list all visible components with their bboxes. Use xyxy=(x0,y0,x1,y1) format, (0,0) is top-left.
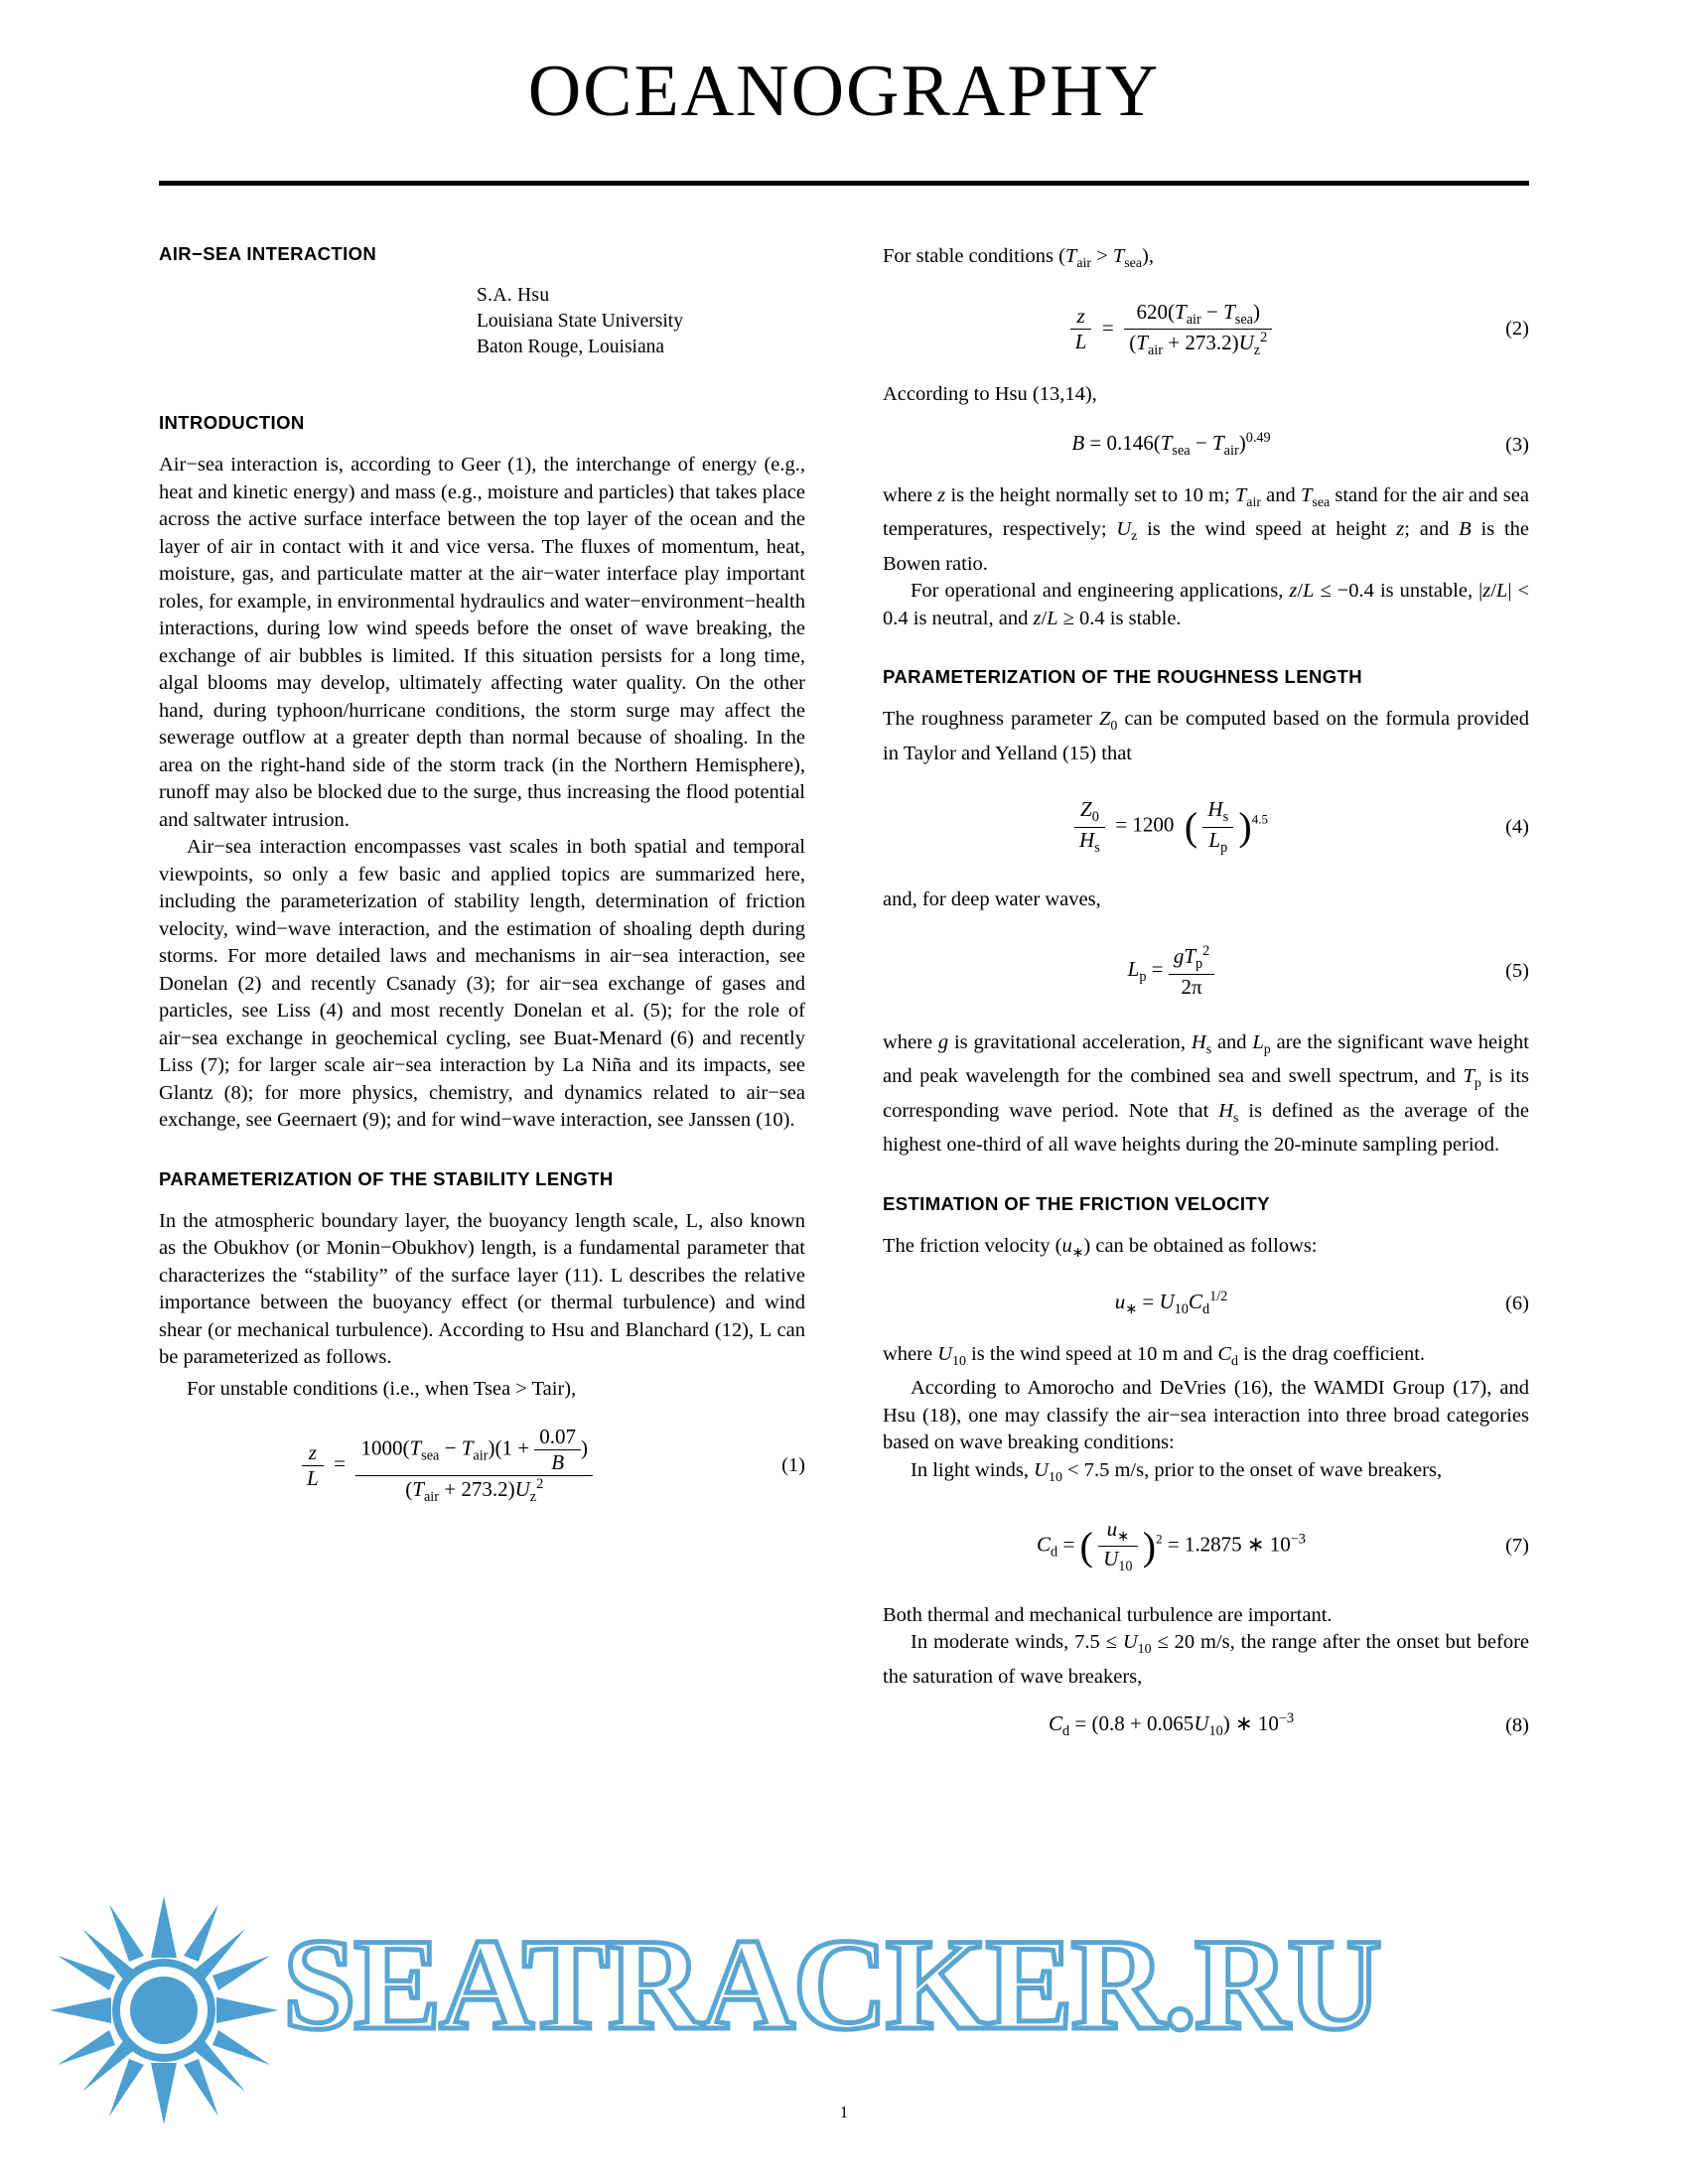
roughness-paragraph-2: and, for deep water waves, xyxy=(883,887,1101,910)
two-column-layout xyxy=(159,243,1529,1762)
equation-8-number: (8) xyxy=(1505,1713,1529,1736)
equation-3-number: (3) xyxy=(1505,434,1529,457)
equation-3-body: $B = 0.146(T_{sea} - T_{air})^{0.49}$ xyxy=(1071,430,1271,460)
section-heading-roughness: PARAMETERIZATION OF THE ROUGHNESS LENGTH xyxy=(883,666,1362,688)
friction-paragraph-6: In moderate winds, $7.5 \le U_{10} \le 20$ m/s, the range after the onset but before the saturation of wave breakers, xyxy=(883,1631,1529,1688)
roughness-paragraph-3: where g is gravitational acceleration, $H_s$ and $L_p$ are the significant wave height and peak wavelength for the combined sea and swell spectrum, and $T_p$ is its corresponding wave period. Note that $H_s$ is defined as the average of the highest one-third of all wave heights during the 20-minute sampling period. xyxy=(883,1030,1529,1157)
equation-2-number: (2) xyxy=(1505,318,1529,341)
introduction-paragraph-2: Air−sea interaction encompasses vast scales in both spatial and temporal viewpoints, so only a few basic and applied topics are summarized here, including the parameterization of stability length, determination of friction velocity, wind−wave interaction, and the estimation of shoaling depth during storms. For more detailed laws and mechanisms in air−sea interaction, see Donelan (2) and recently Csanady (3); for air−sea exchange of gases and particles, see Liss (4) and most recently Donelan et al. (5); for the role of air−sea exchange in geochemical cycling, see Buat-Menard (6) and recently Liss (7); for larger scale air−sea interaction by La Niña and its impacts, see Glantz (8); for more physics, chemistry, and dynamics related to air−sea exchange, see Geernaert (9); and for wind−wave interaction, see Janssen (10). xyxy=(159,836,805,1131)
section-heading-stability: PARAMETERIZATION OF THE STABILITY LENGTH xyxy=(159,1167,614,1189)
equation-4-number: (4) xyxy=(1505,815,1529,838)
equation-6 xyxy=(883,1289,1529,1318)
friction-paragraph-4: In light winds, $U_{10} < 7.5$ m/s, prior to the onset of wave breakers, xyxy=(911,1458,1443,1485)
introduction-paragraph-1: Air−sea interaction is, according to Geer (1), the interchange of energy (e.g., heat and kinetic energy) and mass (e.g., moisture and particles) that takes place across the active surface interface between the top layer of the ocean and the layer of air in contact with it and vice versa. The fluxes of momentum, heat, moisture, gas, and particulate matter at the air−water interface play important roles, for example, in environmental hydraulics and water−environment−health interactions, during low wind speeds before the onset of wave breaking, the exchange of air bubbles is limited. If this situation persists for a long time, algal blooms may develop, ultimately affecting water quality. On the other hand, during typhoon/hurricane conditions, the storm surge may affect the sewerage outflow at a greater depth than normal because of shoaling. In the area on the right-hand side of the storm track (in the Northern Hemisphere), runoff may also be blocked due to the surge, thus increasing the flood potential and saltwater intrusion. xyxy=(159,454,806,831)
equation-1 xyxy=(159,1425,805,1506)
left-column xyxy=(159,243,805,1762)
friction-paragraph-2: where $U_{10}$ is the wind speed at 10 m and $C_d$ is the drag coefficient. xyxy=(883,1342,1426,1369)
title-rule xyxy=(159,181,1529,186)
equation-7-body: $C_d$ = ( $\frac{u_∗}{U_{10}}$ )$^2$ = 1.2875 ∗ $10^{-3}$ xyxy=(1037,1517,1306,1575)
article-heading: AIR−SEA INTERACTION xyxy=(159,243,377,264)
journal-title: OCEANOGRAPHY xyxy=(527,51,1161,132)
stability-paragraph-5: where z is the height normally set to 10 m; $T_{air}$ and $T_{sea}$ stand for the air and sea temperatures, respectively; $U_z$ is the wind speed at height z; and B is the Bowen ratio. xyxy=(883,483,1530,575)
equation-3 xyxy=(883,430,1529,460)
section-heading-introduction: INTRODUCTION xyxy=(159,412,305,433)
equation-8 xyxy=(883,1710,1529,1740)
equation-7 xyxy=(883,1517,1529,1575)
equation-4 xyxy=(883,797,1529,856)
stability-paragraph-6: For operational and engineering applications, z/L ≤ −0.4 is unstable, |z/L| < 0.4 is neutral, and z/L ≥ 0.4 is stable. xyxy=(883,580,1530,629)
right-column xyxy=(883,243,1529,1762)
equation-5-body: $L_p$ = $\frac{gT_p^2}{2\pi}$ xyxy=(883,943,1460,999)
equation-7-number: (7) xyxy=(1505,1535,1529,1558)
byline xyxy=(477,283,805,360)
stability-paragraph-1: In the atmospheric boundary layer, the buoyancy length scale, L, also known as the Obukhov (or Monin−Obukhov) length, is a fundamental parameter that characterizes the “stability” of the surface layer (11). L describes the relative importance between the buoyancy effect (or thermal turbulence) and wind shear (or mechanical turbulence). According to Hsu and Blanchard (12), L can be parameterized as follows. xyxy=(159,1209,805,1368)
friction-paragraph-5: Both thermal and mechanical turbulence are important. xyxy=(883,1603,1333,1626)
page-number: 1 xyxy=(839,2103,849,2121)
friction-paragraph-1: The friction velocity $(u_∗)$ can be obtained as follows: xyxy=(883,1234,1318,1261)
stability-paragraph-2: For unstable conditions (i.e., when Tsea > Tair), xyxy=(187,1377,577,1400)
stability-paragraph-4: According to Hsu (13,14), xyxy=(883,382,1097,405)
stability-paragraph-3: For stable conditions $(T_{air} > T_{sea})$, xyxy=(883,245,1154,272)
friction-paragraph-3: According to Amorocho and DeVries (16), the WAMDI Group (17), and Hsu (18), one may classify the air−sea interaction into three broad categories based on wave breaking conditions: xyxy=(883,1377,1529,1454)
equation-5-number: (5) xyxy=(1505,959,1529,982)
roughness-paragraph-1: The roughness parameter $Z_0$ can be computed based on the formula provided in Taylor and Yelland (15) that xyxy=(883,708,1529,764)
sun-logo-icon xyxy=(50,1896,278,2124)
equation-1-number: (1) xyxy=(781,1453,805,1476)
author-name: S.A. Hsu xyxy=(477,285,550,306)
equation-2-body: $\frac{z}{L}$ = $\frac{620(T_{air} - T_{sea})}{(T_{air} + 273.2)U_z^2}$ xyxy=(883,300,1460,359)
equation-6-number: (6) xyxy=(1505,1292,1529,1314)
equation-2 xyxy=(883,300,1529,359)
equation-6-body: $u_∗ = U_{10}C_d^{1/2}$ xyxy=(1114,1289,1228,1318)
equation-1-body: $\frac{z}{L}$ = $1000(T_{sea} - T_{air})(1$ + $\frac{0.07}{B}$ ) $(T_{air} + 273.2)U_z^2$ xyxy=(159,1425,736,1506)
affiliation-line-1: Louisiana State University xyxy=(477,311,683,332)
equation-4-body: $\frac{Z_0}{H_s}$ = 1200 ( $\frac{H_s}{L_p}$ )$^{4.5}$ xyxy=(883,797,1460,856)
watermark xyxy=(40,1886,1688,2184)
equation-5 xyxy=(883,943,1529,999)
affiliation-line-2: Baton Rouge, Louisiana xyxy=(477,337,665,357)
equation-8-body: $C_d = (0.8 + 0.065U_{10})$ ∗ $10^{-3}$ xyxy=(1048,1710,1295,1740)
section-heading-friction: ESTIMATION OF THE FRICTION VELOCITY xyxy=(883,1192,1270,1214)
watermark-text: SEATRACKER.RU xyxy=(283,1911,1380,2057)
